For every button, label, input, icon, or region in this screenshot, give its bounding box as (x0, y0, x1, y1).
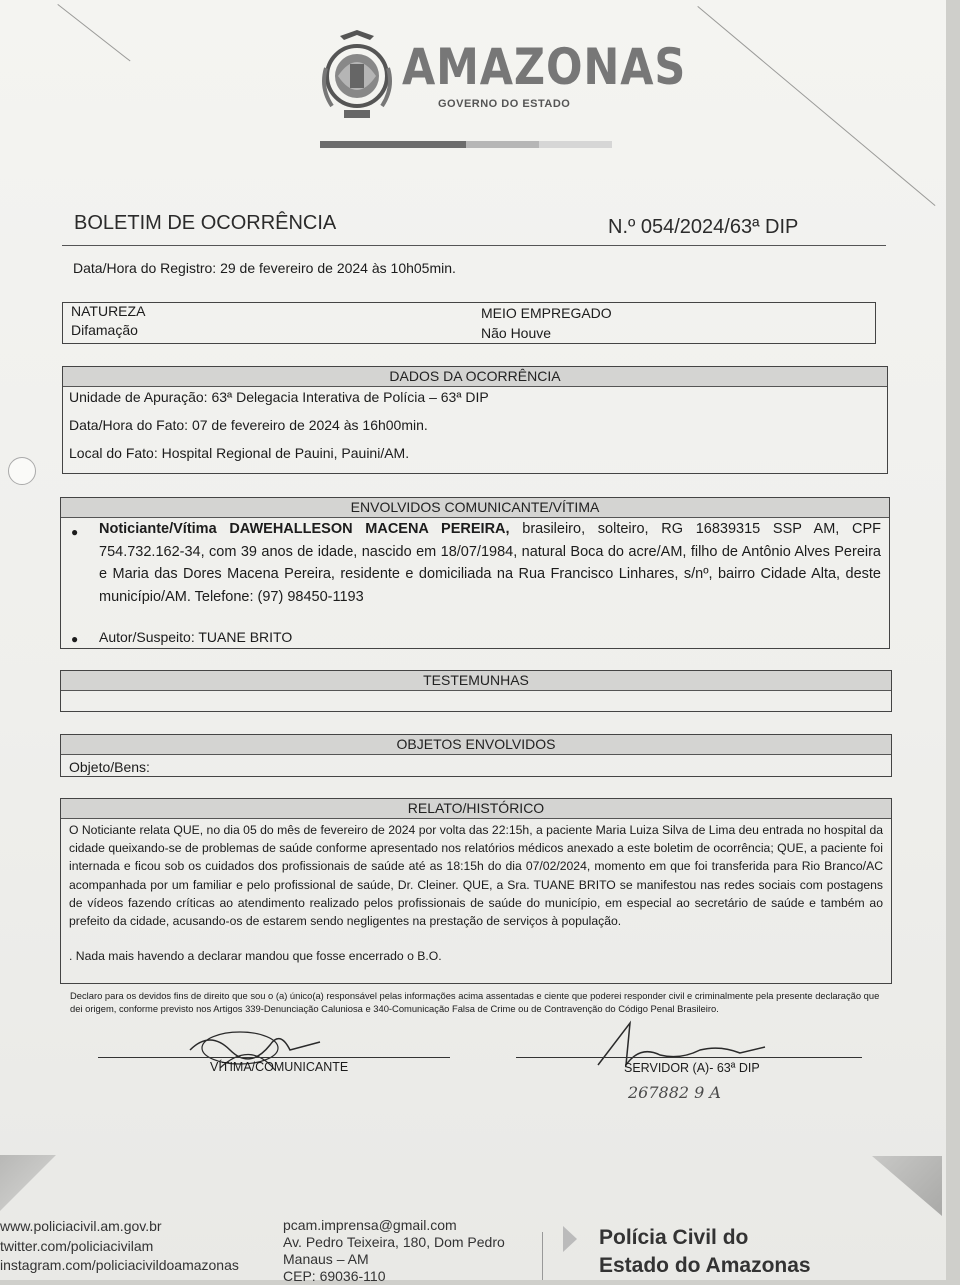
dados-box (62, 366, 888, 474)
footer-address1: Av. Pedro Teixeira, 180, Dom Pedro (283, 1234, 505, 1250)
footer-contact (283, 1217, 505, 1285)
footer-arrow-icon (563, 1226, 577, 1252)
binder-hole (8, 457, 36, 485)
meio-value: Não Houve (481, 325, 552, 341)
data-fato-line (69, 417, 428, 433)
natureza-label: NATUREZA (71, 303, 146, 319)
brand-subtitle: GOVERNO DO ESTADO (438, 98, 571, 110)
registration-value: 29 de fevereiro de 2024 às 10h05min. (220, 260, 456, 276)
data-fato-value: 07 de fevereiro de 2024 às 16h00min. (191, 417, 428, 433)
relato-text: O Noticiante relata QUE, no dia 05 do mês de fevereiro de 2024 por volta das 22:15h, a paciente Maria Luiza Silva de Lima deu entrada no hospital da cidade queixando-se de problemas de saúde conforme apresentado nos relatórios médicos anexado a este boletim de ocorrência; QUE, a paciente foi internada e ficou sob os cuidados dos profissionais de saúde até as 18:15h do dia 07/02/2024, momento em que foi transferida para Rio Branco/AC acompanhada por um familiar e pelo profissional de saúde, Dr. Cleiner. QUE, a Sra. TUANE BRITO se manifestou nas redes sociais com postagens de vídeos fazendo críticas ao atendimento realizado pelos profissionais de saúde do município, em especial ao secretário de saúde e também ao prefeito da cidade, acusando-os de estarem sendo negligentes na prestação de serviços à população. (69, 823, 883, 929)
registration-label: Data/Hora do Registro: (73, 260, 217, 276)
footer-agency-line1: Polícia Civil do (599, 1226, 749, 1249)
relato-heading: RELATO/HISTÓRICO (61, 799, 891, 819)
brand-bar (320, 141, 612, 148)
unidade-line (69, 389, 489, 405)
victim-signature-label: VÍTIMA/COMUNICANTE (210, 1060, 349, 1074)
footer-agency-line2: Estado do Amazonas (599, 1254, 811, 1277)
footer-separator (542, 1232, 543, 1280)
suspect-line: Autor/Suspeito: TUANE BRITO (99, 629, 293, 645)
objetos-box (60, 734, 892, 777)
relato-box (60, 798, 892, 984)
footer-email[interactable]: pcam.imprensa@gmail.com (283, 1217, 457, 1233)
corner-decoration-left (0, 1155, 56, 1211)
bullet-icon: ● (71, 632, 79, 646)
footer-address2: Manaus – AM (283, 1251, 369, 1267)
meio-label: MEIO EMPREGADO (481, 305, 612, 321)
victim-signature-line (98, 1057, 450, 1058)
dados-heading: DADOS DA OCORRÊNCIA (63, 367, 887, 387)
unidade-value: 63ª Delegacia Interativa de Polícia – 63ª DIP (211, 389, 489, 405)
footer-instagram[interactable]: instagram.com/policiacivildoamazonas (0, 1257, 239, 1273)
local-fato-line (69, 445, 409, 461)
footer-twitter[interactable]: twitter.com/policiacivilam (0, 1237, 154, 1254)
document-number: N.º 054/2024/63ª DIP (608, 216, 799, 238)
title-rule (62, 245, 886, 246)
footer-website[interactable]: www.policiacivil.am.gov.br (0, 1218, 162, 1234)
amazonas-crest-icon (318, 28, 396, 122)
servidor-signature-line (516, 1057, 862, 1058)
declaration-text: Declaro para os devidos fins de direito que sou o (a) único(a) responsável pelas informações acima assentadas e ciente que poderei responder civil e criminalmente pela presente declaração que dei origem, conforme previsto nos Artigos 339-Denunciação Caluniosa e 340-Comunicação Falsa de Crime ou de Contravenção do Código Penal Brasileiro. (70, 990, 880, 1014)
testemunhas-box (60, 670, 892, 712)
envolvidos-box (60, 497, 890, 649)
handwritten-registration: 267882 9 A (628, 1083, 721, 1102)
unidade-label: Unidade de Apuração: (69, 389, 208, 405)
natureza-box (62, 302, 876, 344)
envolvidos-heading: ENVOLVIDOS COMUNICANTE/VÍTIMA (61, 498, 889, 518)
footer-cep: CEP: 69036-110 (283, 1268, 386, 1284)
victim-paragraph (99, 518, 881, 608)
testemunhas-heading: TESTEMUNHAS (61, 671, 891, 691)
objetos-label: Objeto/Bens: (69, 759, 150, 775)
local-fato-value: Hospital Regional de Pauini, Pauini/AM. (161, 445, 410, 461)
document-title: BOLETIM DE OCORRÊNCIA (74, 212, 337, 234)
corner-decoration-right (872, 1156, 942, 1216)
brand-title: AMAZONAS (402, 38, 687, 96)
footer-agency (599, 1224, 811, 1280)
fold-mark (57, 4, 130, 61)
victim-details: brasileiro, solteiro, RG 16839315 SSP AM, CPF 754.732.162-34, com 39 anos de idade, nascido em 18/07/1984, natural Boca do acre/AM, filho de Antônio Alves Pereira e Maria das Dores Macena Pereira, residente e domiciliada na Rua Francisco Linhares, s/nº, bairro Cidade Alta, deste município/AM. Telefone: (97) 98450-1193 (99, 521, 882, 605)
data-fato-label: Data/Hora do Fato: (69, 417, 189, 433)
fold-mark (697, 6, 935, 206)
registration-line (73, 260, 456, 276)
natureza-value: Difamação (71, 322, 138, 338)
objetos-heading: OBJETOS ENVOLVIDOS (61, 735, 891, 755)
footer-links (0, 1217, 239, 1276)
servidor-signature-label: SERVIDOR (A)- 63ª DIP (624, 1061, 760, 1075)
victim-label: Noticiante/Vítima DAWEHALLESON MACENA PEREIRA, (99, 521, 510, 537)
bullet-icon: ● (71, 525, 79, 539)
relato-closing: . Nada mais havendo a declarar mandou que fosse encerrado o B.O. (69, 949, 442, 963)
local-fato-label: Local do Fato: (69, 445, 158, 461)
